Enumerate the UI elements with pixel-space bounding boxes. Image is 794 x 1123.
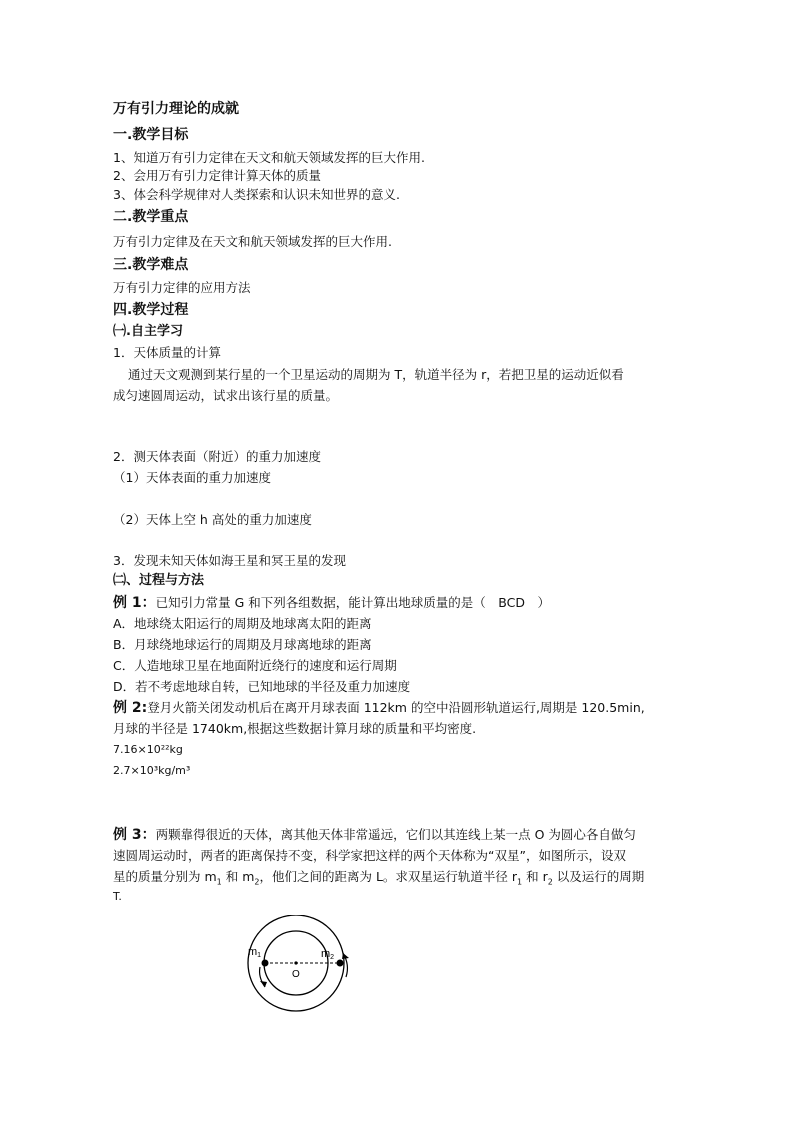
example-2-text: 登月火箭关闭发动机后在离开月球表面 112km 的空中沿圆形轨道运行,周期是 120.5min, bbox=[147, 700, 645, 715]
example-1-label: 例 1： bbox=[113, 595, 156, 611]
subscript: 1 bbox=[216, 877, 222, 887]
subscript: 2 bbox=[547, 877, 553, 887]
example-1-text: 已知引力常量 G 和下列各组数据，能计算出地球质量的是（ BCD ） bbox=[155, 595, 550, 610]
example-3-question bbox=[113, 826, 636, 844]
page-title: 万有引力理论的成就 bbox=[113, 101, 239, 117]
section-heading-focus: 二.教学重点 bbox=[113, 209, 189, 225]
center-point bbox=[294, 961, 297, 964]
section-heading-process: 四.教学过程 bbox=[113, 302, 189, 318]
subscript: 1 bbox=[517, 877, 523, 887]
example-3-text-end: T. bbox=[113, 890, 122, 903]
option-d: D．若不考虑地球自转，已知地球的半径及重力加速度 bbox=[113, 679, 411, 694]
example-3-text-cont2 bbox=[113, 868, 644, 892]
subsection-heading-self-study: ㈠.自主学习 bbox=[113, 324, 183, 339]
item-1-title: 1．天体质量的计算 bbox=[113, 345, 221, 360]
answer-density: 2.7×10³kg/m³ bbox=[113, 764, 191, 777]
example-3-text: 两颗靠得很近的天体，离其他天体非常遥远，它们以其连线上某一点 O 为圆心各自做匀 bbox=[155, 827, 636, 842]
label-m2: m2 bbox=[321, 948, 335, 961]
example-3-text-cont: 速圆周运动时，两者的距离保持不变，科学家把这样的两个天体称为“双星”，如图所示，设双 bbox=[113, 848, 626, 863]
subsection-heading-method: ㈡、过程与方法 bbox=[113, 573, 205, 588]
goal-item: 2、会用万有引力定律计算天体的质量 bbox=[113, 168, 321, 183]
label-o: O bbox=[292, 969, 300, 980]
focus-text: 万有引力定律及在天文和航天领域发挥的巨大作用. bbox=[113, 234, 392, 249]
star-m1 bbox=[262, 960, 269, 967]
example-2-text-cont: 月球的半径是 1740km,根据这些数据计算月球的质量和平均密度. bbox=[113, 721, 477, 736]
text-seg: 和 m bbox=[221, 869, 255, 884]
example-1-question bbox=[113, 594, 550, 612]
answer-mass: 7.16×10²²kg bbox=[113, 743, 183, 756]
section-heading-goals: 一.教学目标 bbox=[113, 127, 189, 143]
goal-item: 1、知道万有引力定律在天文和航天领域发挥的巨大作用. bbox=[113, 150, 425, 165]
text-seg: ，他们之间的距离为 L。求双星运行轨道半径 r bbox=[259, 869, 518, 884]
option-b: B．月球绕地球运行的周期及月球离地球的距离 bbox=[113, 637, 372, 652]
item-2-2: （2）天体上空 h 高处的重力加速度 bbox=[113, 512, 312, 527]
text-seg: 星的质量分别为 m bbox=[113, 869, 217, 884]
text-seg: 以及运行的周期 bbox=[552, 869, 645, 884]
item-2-1: （1）天体表面的重力加速度 bbox=[113, 470, 271, 485]
item-3-title: 3．发现未知天体如海王星和冥王星的发现 bbox=[113, 553, 346, 568]
example-2-label: 例 2: bbox=[113, 700, 148, 716]
section-heading-difficulty: 三.教学难点 bbox=[113, 257, 189, 273]
item-2-title: 2．测天体表面（附近）的重力加速度 bbox=[113, 449, 321, 464]
subscript: 2 bbox=[254, 877, 260, 887]
item-1-text-cont: 成匀速圆周运动，试求出该行星的质量。 bbox=[113, 388, 339, 403]
goal-item: 3、体会科学规律对人类探索和认识未知世界的意义. bbox=[113, 187, 400, 202]
example-2-question bbox=[113, 699, 645, 717]
difficulty-text: 万有引力定律的应用方法 bbox=[113, 280, 251, 295]
example-3-label: 例 3： bbox=[113, 827, 156, 843]
arrowhead-m2 bbox=[342, 953, 349, 959]
label-m1: m1 bbox=[248, 946, 262, 959]
arrowhead-m1 bbox=[260, 981, 267, 987]
star-m2 bbox=[337, 960, 344, 967]
item-1-text: 通过天文观测到某行星的一个卫星运动的周期为 T，轨道半径为 r，若把卫星的运动近似看 bbox=[128, 367, 624, 382]
text-seg: 和 r bbox=[522, 869, 548, 884]
option-c: C．人造地球卫星在地面附近绕行的速度和运行周期 bbox=[113, 658, 397, 673]
option-a: A．地球绕太阳运行的周期及地球离太阳的距离 bbox=[113, 616, 372, 631]
binary-star-diagram bbox=[238, 915, 368, 1015]
